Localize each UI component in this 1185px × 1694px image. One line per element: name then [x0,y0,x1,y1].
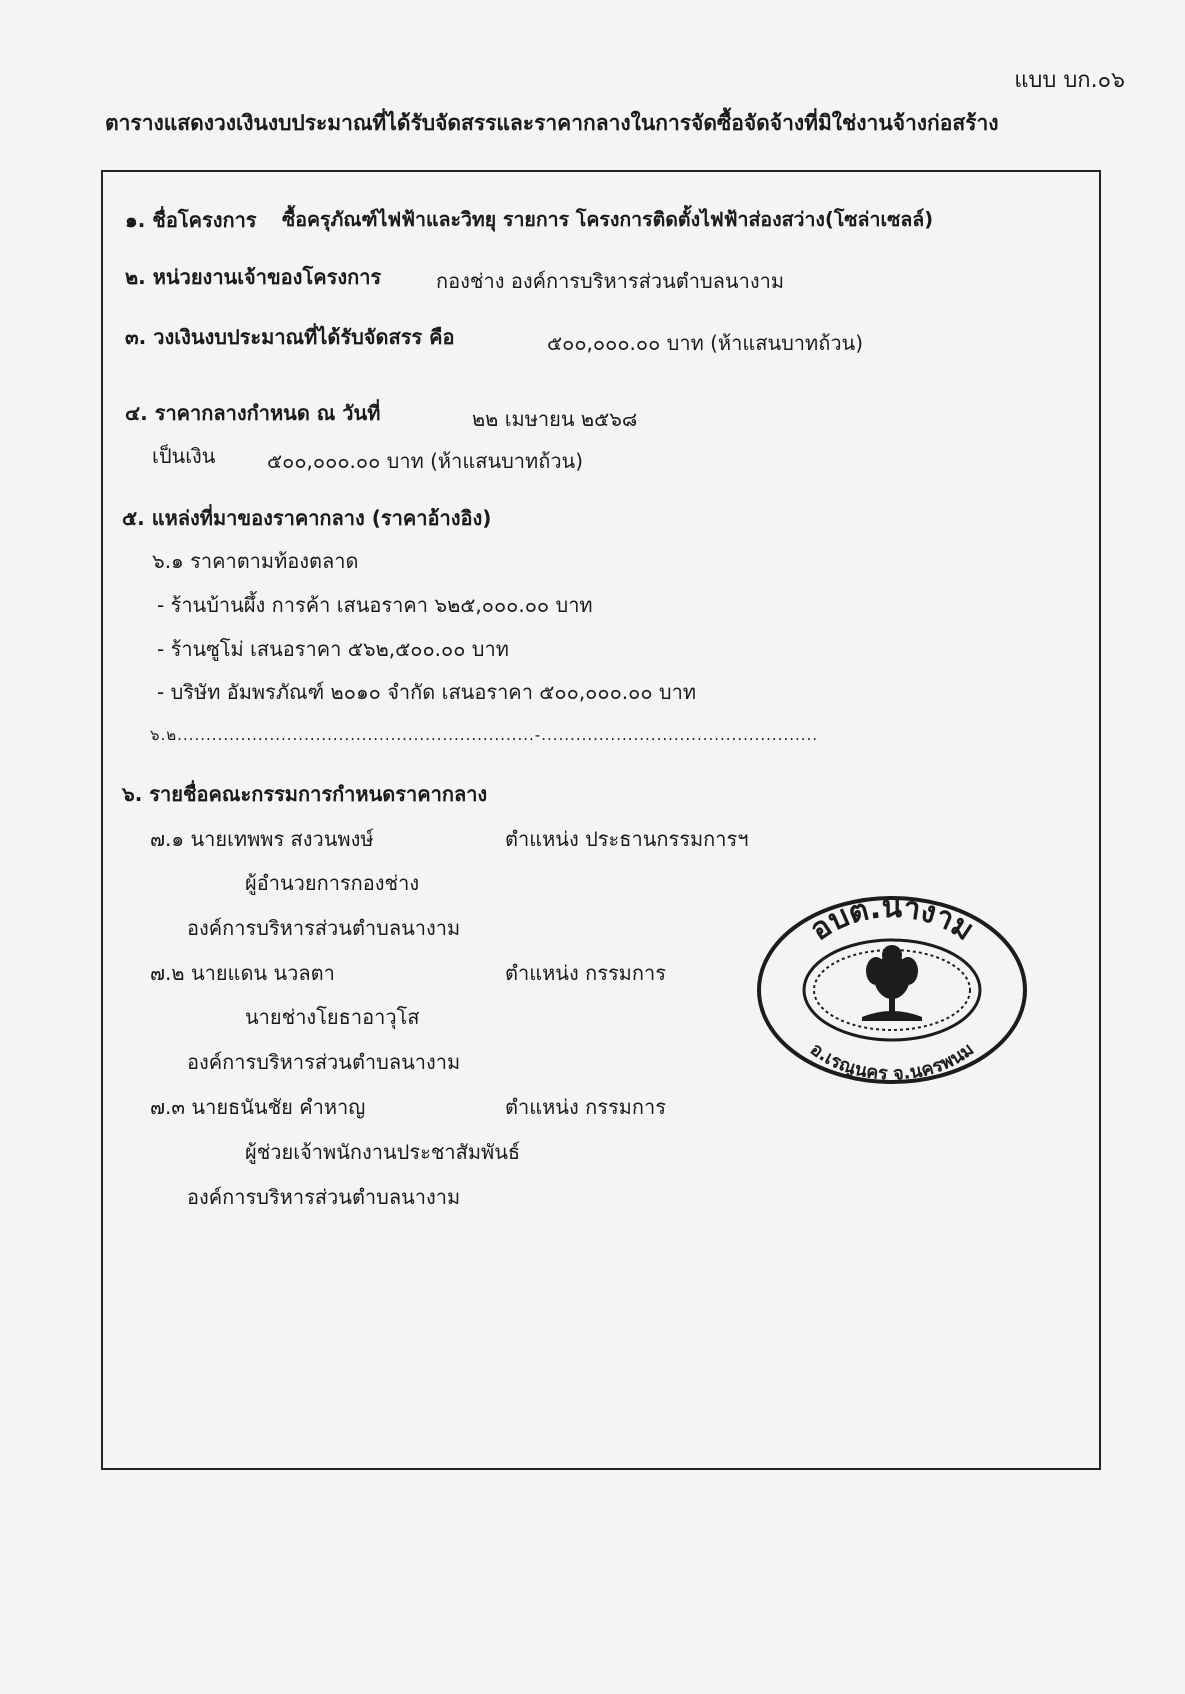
stamp-top-text: อบต.นางาม [803,890,981,948]
member-org: องค์การบริหารส่วนตำบลนางาม [187,1185,461,1209]
median-price-amount: ๕๐๐,๐๐๐.๐๐ บาท (ห้าแสนบาทถ้วน) [267,449,584,473]
other-source-line: ๖.๒..............................................................-................................................ [150,726,819,744]
committee-label: ๖. รายชื่อคณะกรรมการกำหนดราคากลาง [122,782,488,806]
budget-label: ๓. วงเงินงบประมาณที่ได้รับจัดสรร คือ [125,325,455,349]
member-position: ตำแหน่ง กรรมการ [505,961,666,985]
member-title: ผู้ช่วยเจ้าพนักงานประชาสัมพันธ์ [245,1140,521,1164]
median-price-date: ๒๒ เมษายน ๒๕๖๘ [472,407,638,431]
member-position: ตำแหน่ง ประธานกรรมการฯ [505,827,749,851]
budget-value: ๕๐๐,๐๐๐.๐๐ บาท (ห้าแสนบาทถ้วน) [547,331,864,355]
member-position: ตำแหน่ง กรรมการ [505,1095,666,1119]
price-source-label: ๕. แหล่งที่มาของราคากลาง (ราคาอ้างอิง) [122,506,492,530]
document-title: ตารางแสดงวงเงินงบประมาณที่ได้รับจัดสรรและราคากลางในการจัดซื้อจัดจ้างที่มิใช่งานจ้างก่อสร้าง [105,111,999,135]
member-name: ๗.๑ นายเทพพร สงวนพงษ์ [150,827,374,851]
owner-unit-value: กองช่าง องค์การบริหารส่วนตำบลนางาม [436,269,785,293]
project-name-value: ซื้อครุภัณฑ์ไฟฟ้าและวิทยุ รายการ โครงการติดตั้งไฟฟ้าส่องสว่าง(โซล่าเซลล์) [282,208,934,231]
quote-item: - ร้านซูโม่ เสนอราคา ๕๖๒,๕๐๐.๐๐ บาท [157,637,509,661]
median-price-date-label: ๔. ราคากลางกำหนด ณ วันที่ [125,401,381,425]
quote-item: - ร้านบ้านผึ้ง การค้า เสนอราคา ๖๒๕,๐๐๐.๐๐ บาท [157,593,593,617]
content-frame [101,170,1101,1470]
official-stamp [752,885,1032,1085]
form-code: แบบ บก.๐๖ [1014,68,1125,93]
member-org: องค์การบริหารส่วนตำบลนางาม [187,916,461,940]
stamp-bottom-text: อ.เรณูนคร จ.นครพนม [806,1038,978,1085]
member-title: ผู้อำนวยการกองช่าง [245,871,420,895]
member-name: ๗.๒ นายแดน นวลตา [150,961,335,985]
project-name-label: ๑. ชื่อโครงการ [125,208,257,232]
member-org: องค์การบริหารส่วนตำบลนางาม [187,1050,461,1074]
owner-unit-label: ๒. หน่วยงานเจ้าของโครงการ [125,265,382,289]
member-title: นายช่างโยธาอาวุโส [245,1005,420,1029]
quote-item: - บริษัท อัมพรภัณฑ์ ๒๐๑๐ จำกัด เสนอราคา ๕๐๐,๐๐๐.๐๐ บาท [157,680,697,704]
member-name: ๗.๓ นายธนันชัย คำหาญ [150,1095,366,1119]
tree-emblem-icon [862,945,922,1021]
market-price-heading: ๖.๑ ราคาตามท้องตลาด [152,549,359,573]
median-price-amount-label: เป็นเงิน [152,444,216,468]
